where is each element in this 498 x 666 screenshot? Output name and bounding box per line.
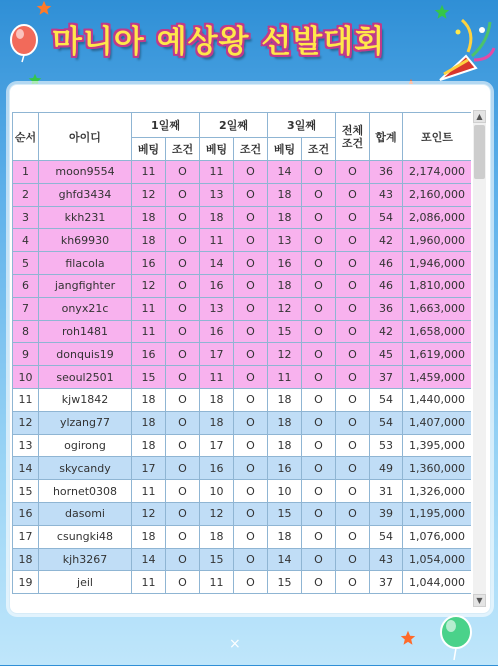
cell-points: 1,459,000	[403, 366, 472, 389]
table-row	[13, 343, 472, 366]
cell-day2-cond: O	[234, 502, 268, 525]
cell-day2-cond: O	[234, 183, 268, 206]
cell-day1-cond: O	[166, 343, 200, 366]
cell-day2-cond: O	[234, 252, 268, 275]
cell-day3-bet: 18	[268, 411, 302, 434]
cell-user-id: hornet0308	[39, 480, 132, 503]
cell-day1-cond: O	[166, 548, 200, 571]
cell-total-cond: O	[336, 502, 370, 525]
cell-day3-cond: O	[302, 480, 336, 503]
cell-total-cond: O	[336, 297, 370, 320]
cell-day1-bet: 12	[132, 502, 166, 525]
cell-day1-cond: O	[166, 229, 200, 252]
table-row	[13, 274, 472, 297]
cell-day2-bet: 10	[200, 480, 234, 503]
cell-total-cond: O	[336, 274, 370, 297]
cell-day2-cond: O	[234, 411, 268, 434]
cell-points: 1,395,000	[403, 434, 472, 457]
cell-day2-cond: O	[234, 388, 268, 411]
cell-day3-cond: O	[302, 320, 336, 343]
cell-user-id: dasomi	[39, 502, 132, 525]
cell-day2-bet: 16	[200, 274, 234, 297]
cell-user-id: jangfighter	[39, 274, 132, 297]
cell-total-cond: O	[336, 571, 370, 594]
cell-sum: 43	[370, 183, 403, 206]
cell-day2-bet: 16	[200, 320, 234, 343]
cell-points: 2,086,000	[403, 206, 472, 229]
star-icon	[36, 0, 52, 20]
cell-total-cond: O	[336, 411, 370, 434]
ranking-table-container[interactable]	[12, 112, 471, 607]
ranking-table	[12, 112, 471, 594]
cell-day3-bet: 18	[268, 388, 302, 411]
cell-user-id: kh69930	[39, 229, 132, 252]
cell-rank: 16	[13, 502, 39, 525]
header-day3-cond: 조건	[302, 138, 336, 161]
table-row	[13, 297, 472, 320]
cell-total-cond: O	[336, 457, 370, 480]
header-points: 포인트	[403, 113, 472, 161]
cell-day2-bet: 17	[200, 343, 234, 366]
cell-day1-cond: O	[166, 320, 200, 343]
cell-sum: 42	[370, 320, 403, 343]
cell-day2-bet: 18	[200, 411, 234, 434]
cell-day3-cond: O	[302, 343, 336, 366]
cell-day2-bet: 13	[200, 183, 234, 206]
cell-total-cond: O	[336, 388, 370, 411]
cell-total-cond: O	[336, 320, 370, 343]
header-total-condition: 전체 조건	[336, 113, 370, 161]
cell-rank: 4	[13, 229, 39, 252]
cell-points: 1,658,000	[403, 320, 472, 343]
cell-day3-cond: O	[302, 388, 336, 411]
cell-day3-cond: O	[302, 502, 336, 525]
cell-points: 1,076,000	[403, 525, 472, 548]
cell-day1-bet: 11	[132, 480, 166, 503]
cell-day3-bet: 15	[268, 502, 302, 525]
header-day2: 2일째	[200, 113, 268, 138]
cell-points: 1,440,000	[403, 388, 472, 411]
cell-sum: 36	[370, 161, 403, 184]
cell-day3-bet: 18	[268, 183, 302, 206]
cell-day3-cond: O	[302, 548, 336, 571]
cell-day1-cond: O	[166, 366, 200, 389]
header-day1: 1일째	[132, 113, 200, 138]
cell-day2-bet: 14	[200, 252, 234, 275]
cell-sum: 39	[370, 502, 403, 525]
table-row	[13, 366, 472, 389]
cell-sum: 46	[370, 252, 403, 275]
cell-day1-cond: O	[166, 274, 200, 297]
cell-day2-bet: 11	[200, 366, 234, 389]
cell-day2-cond: O	[234, 525, 268, 548]
table-row	[13, 229, 472, 252]
cell-points: 1,960,000	[403, 229, 472, 252]
header-day3-bet: 베팅	[268, 138, 302, 161]
cell-total-cond: O	[336, 480, 370, 503]
cell-day2-bet: 13	[200, 297, 234, 320]
cell-user-id: seoul2501	[39, 366, 132, 389]
cell-points: 2,160,000	[403, 183, 472, 206]
cell-rank: 18	[13, 548, 39, 571]
cell-day3-cond: O	[302, 252, 336, 275]
cell-day2-cond: O	[234, 274, 268, 297]
cell-rank: 11	[13, 388, 39, 411]
cell-user-id: csungki48	[39, 525, 132, 548]
ranking-panel	[9, 84, 491, 614]
cell-rank: 6	[13, 274, 39, 297]
table-row	[13, 502, 472, 525]
cell-sum: 53	[370, 434, 403, 457]
star-icon	[400, 630, 416, 650]
cell-points: 1,054,000	[403, 548, 472, 571]
cell-day1-cond: O	[166, 480, 200, 503]
cell-day3-cond: O	[302, 366, 336, 389]
cell-day1-bet: 11	[132, 320, 166, 343]
cell-day3-bet: 18	[268, 274, 302, 297]
cell-day3-cond: O	[302, 183, 336, 206]
cell-day3-cond: O	[302, 411, 336, 434]
cell-sum: 31	[370, 480, 403, 503]
cell-user-id: skycandy	[39, 457, 132, 480]
cell-day1-bet: 11	[132, 571, 166, 594]
close-icon[interactable]: ×	[229, 636, 241, 652]
cell-day1-cond: O	[166, 206, 200, 229]
cell-day1-cond: O	[166, 297, 200, 320]
cell-day1-bet: 11	[132, 297, 166, 320]
cell-total-cond: O	[336, 343, 370, 366]
cell-day3-bet: 15	[268, 571, 302, 594]
cell-points: 1,810,000	[403, 274, 472, 297]
cell-sum: 54	[370, 388, 403, 411]
scroll-up-button[interactable]: ▲	[473, 110, 486, 123]
cell-day3-bet: 18	[268, 206, 302, 229]
cell-day3-bet: 16	[268, 457, 302, 480]
cell-day2-bet: 11	[200, 161, 234, 184]
cell-total-cond: O	[336, 161, 370, 184]
cell-day2-cond: O	[234, 480, 268, 503]
cell-sum: 37	[370, 366, 403, 389]
header-user-id: 아이디	[39, 113, 132, 161]
cell-day2-cond: O	[234, 434, 268, 457]
cell-sum: 49	[370, 457, 403, 480]
cell-user-id: donquis19	[39, 343, 132, 366]
cell-day1-bet: 18	[132, 229, 166, 252]
cell-day3-bet: 18	[268, 434, 302, 457]
table-row	[13, 480, 472, 503]
cell-rank: 17	[13, 525, 39, 548]
cell-day3-cond: O	[302, 571, 336, 594]
cell-day1-cond: O	[166, 252, 200, 275]
cell-day3-cond: O	[302, 229, 336, 252]
page-title: 마니아 예상왕 선발대회	[52, 24, 386, 60]
cell-day1-bet: 15	[132, 366, 166, 389]
cell-day2-cond: O	[234, 548, 268, 571]
cell-user-id: jeil	[39, 571, 132, 594]
cell-day2-bet: 18	[200, 525, 234, 548]
cell-rank: 12	[13, 411, 39, 434]
table-row	[13, 183, 472, 206]
cell-day2-bet: 18	[200, 206, 234, 229]
table-row	[13, 320, 472, 343]
cell-day3-bet: 12	[268, 297, 302, 320]
cell-day2-cond: O	[234, 366, 268, 389]
header-sum: 합계	[370, 113, 403, 161]
cell-points: 1,663,000	[403, 297, 472, 320]
cell-user-id: onyx21c	[39, 297, 132, 320]
cell-rank: 5	[13, 252, 39, 275]
cell-day1-cond: O	[166, 411, 200, 434]
cell-day3-cond: O	[302, 297, 336, 320]
cell-total-cond: O	[336, 229, 370, 252]
ranking-rows	[13, 161, 472, 594]
cell-day1-cond: O	[166, 161, 200, 184]
cell-day1-bet: 18	[132, 525, 166, 548]
table-row	[13, 434, 472, 457]
cell-rank: 9	[13, 343, 39, 366]
header-day1-bet: 베팅	[132, 138, 166, 161]
table-row	[13, 388, 472, 411]
cell-day2-cond: O	[234, 320, 268, 343]
star-icon	[434, 4, 450, 24]
cell-day3-cond: O	[302, 274, 336, 297]
cell-points: 1,044,000	[403, 571, 472, 594]
cell-day1-bet: 16	[132, 252, 166, 275]
cell-user-id: kjw1842	[39, 388, 132, 411]
cell-user-id: ogirong	[39, 434, 132, 457]
cell-rank: 2	[13, 183, 39, 206]
cell-user-id: moon9554	[39, 161, 132, 184]
cell-day1-cond: O	[166, 388, 200, 411]
cell-day3-bet: 13	[268, 229, 302, 252]
cell-day3-bet: 18	[268, 525, 302, 548]
scroll-down-button[interactable]: ▼	[473, 594, 486, 607]
cell-day3-cond: O	[302, 434, 336, 457]
scroll-thumb[interactable]	[474, 125, 485, 179]
cell-sum: 45	[370, 343, 403, 366]
cell-day2-bet: 15	[200, 548, 234, 571]
balloon-icon	[436, 614, 476, 666]
cell-day2-cond: O	[234, 343, 268, 366]
cell-day2-cond: O	[234, 571, 268, 594]
cell-user-id: filacola	[39, 252, 132, 275]
cell-day3-bet: 14	[268, 548, 302, 571]
cell-sum: 54	[370, 206, 403, 229]
cell-rank: 15	[13, 480, 39, 503]
cell-total-cond: O	[336, 252, 370, 275]
cell-day1-bet: 18	[132, 411, 166, 434]
cell-day3-bet: 16	[268, 252, 302, 275]
cell-rank: 13	[13, 434, 39, 457]
cell-rank: 19	[13, 571, 39, 594]
cell-day2-bet: 11	[200, 229, 234, 252]
cell-user-id: kjh3267	[39, 548, 132, 571]
table-row	[13, 571, 472, 594]
header-day2-cond: 조건	[234, 138, 268, 161]
cell-total-cond: O	[336, 525, 370, 548]
cell-total-cond: O	[336, 366, 370, 389]
cell-rank: 1	[13, 161, 39, 184]
cell-day1-cond: O	[166, 183, 200, 206]
table-row	[13, 457, 472, 480]
cell-day3-bet: 11	[268, 366, 302, 389]
cell-sum: 54	[370, 525, 403, 548]
table-row	[13, 252, 472, 275]
cell-day1-bet: 12	[132, 274, 166, 297]
balloon-icon	[8, 24, 42, 68]
table-row	[13, 548, 472, 571]
cell-day3-cond: O	[302, 525, 336, 548]
cell-day2-cond: O	[234, 297, 268, 320]
cell-day3-bet: 10	[268, 480, 302, 503]
cell-day2-cond: O	[234, 161, 268, 184]
cell-day1-bet: 18	[132, 388, 166, 411]
cell-sum: 37	[370, 571, 403, 594]
header-rank: 순서	[13, 113, 39, 161]
cell-rank: 3	[13, 206, 39, 229]
cell-total-cond: O	[336, 548, 370, 571]
cell-points: 1,195,000	[403, 502, 472, 525]
cell-points: 1,619,000	[403, 343, 472, 366]
cell-user-id: ghfd3434	[39, 183, 132, 206]
cell-day1-bet: 16	[132, 343, 166, 366]
cell-day1-cond: O	[166, 571, 200, 594]
table-row	[13, 525, 472, 548]
cell-sum: 54	[370, 411, 403, 434]
cell-day1-cond: O	[166, 434, 200, 457]
cell-day3-bet: 14	[268, 161, 302, 184]
cell-total-cond: O	[336, 206, 370, 229]
cell-rank: 7	[13, 297, 39, 320]
cell-sum: 46	[370, 274, 403, 297]
cell-rank: 10	[13, 366, 39, 389]
cell-day2-bet: 12	[200, 502, 234, 525]
cell-day2-bet: 18	[200, 388, 234, 411]
table-row	[13, 206, 472, 229]
cell-day1-bet: 11	[132, 161, 166, 184]
cell-sum: 36	[370, 297, 403, 320]
cell-day1-cond: O	[166, 502, 200, 525]
cell-points: 1,407,000	[403, 411, 472, 434]
cell-user-id: roh1481	[39, 320, 132, 343]
cell-sum: 43	[370, 548, 403, 571]
cell-day1-bet: 18	[132, 206, 166, 229]
table-row	[13, 411, 472, 434]
cell-day2-bet: 16	[200, 457, 234, 480]
cell-day1-bet: 17	[132, 457, 166, 480]
cell-day2-bet: 17	[200, 434, 234, 457]
cell-day2-cond: O	[234, 457, 268, 480]
header-day2-bet: 베팅	[200, 138, 234, 161]
cell-day3-bet: 12	[268, 343, 302, 366]
cell-day2-bet: 11	[200, 571, 234, 594]
cell-day1-cond: O	[166, 457, 200, 480]
vertical-scrollbar[interactable]	[473, 110, 486, 607]
cell-day3-bet: 15	[268, 320, 302, 343]
cell-day1-bet: 12	[132, 183, 166, 206]
table-row	[13, 161, 472, 184]
cell-user-id: ylzang77	[39, 411, 132, 434]
cell-rank: 14	[13, 457, 39, 480]
cell-sum: 42	[370, 229, 403, 252]
cell-points: 1,326,000	[403, 480, 472, 503]
cell-total-cond: O	[336, 434, 370, 457]
cell-user-id: kkh231	[39, 206, 132, 229]
cell-day1-bet: 18	[132, 434, 166, 457]
cell-points: 1,360,000	[403, 457, 472, 480]
cell-total-cond: O	[336, 183, 370, 206]
cell-points: 2,174,000	[403, 161, 472, 184]
cell-day1-cond: O	[166, 525, 200, 548]
cell-day1-bet: 14	[132, 548, 166, 571]
cell-day2-cond: O	[234, 206, 268, 229]
header-day3: 3일째	[268, 113, 336, 138]
cell-points: 1,946,000	[403, 252, 472, 275]
header-day1-cond: 조건	[166, 138, 200, 161]
cell-day3-cond: O	[302, 161, 336, 184]
cell-day2-cond: O	[234, 229, 268, 252]
cell-day3-cond: O	[302, 457, 336, 480]
cell-day3-cond: O	[302, 206, 336, 229]
cell-rank: 8	[13, 320, 39, 343]
